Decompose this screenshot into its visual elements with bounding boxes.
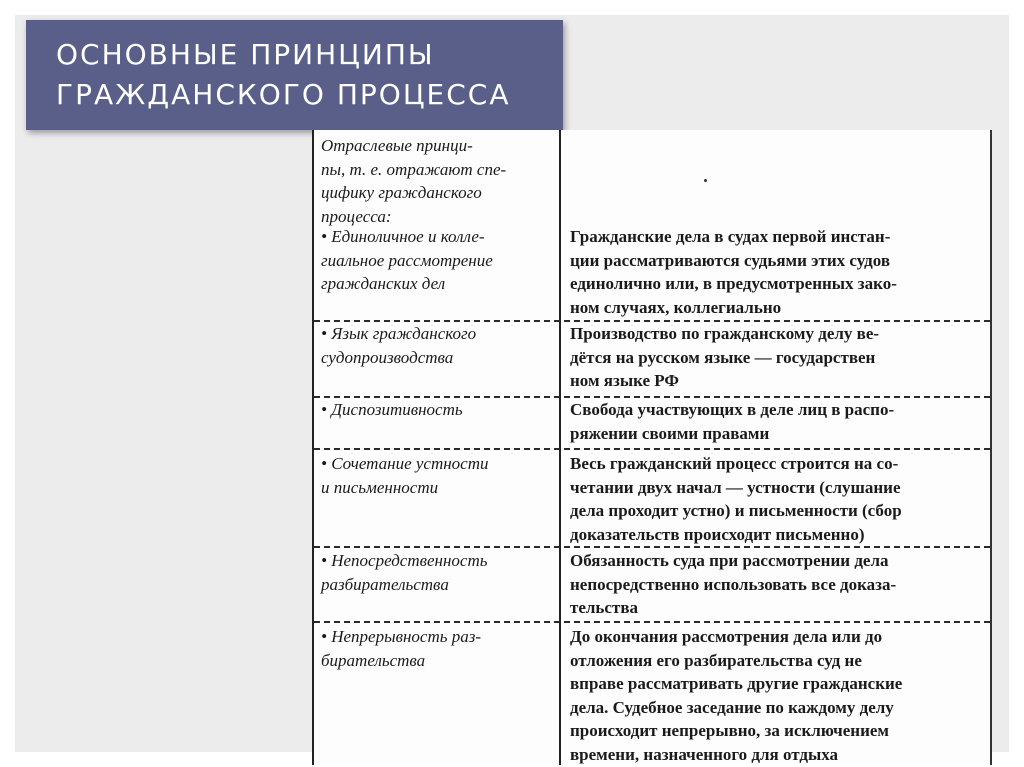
title-banner	[26, 20, 563, 130]
title-line-2: ГРАЖДАНСКОГО ПРОЦЕССА	[56, 78, 511, 111]
principle-line: • Сочетание устности	[321, 454, 489, 473]
description-line: тельства	[570, 598, 638, 617]
principle-cell	[321, 225, 555, 296]
intro-line: Отраслевые принци-	[321, 136, 473, 155]
principle-line: судопроизводства	[321, 347, 454, 367]
description-line: дела. Судебное заседание по каждому делу	[570, 697, 894, 717]
principles-table	[312, 130, 992, 765]
description-cell	[570, 452, 985, 546]
principle-cell	[321, 625, 555, 672]
principle-cell	[321, 549, 555, 596]
intro-text	[321, 134, 555, 228]
row-divider	[314, 621, 990, 623]
principle-line: разбирательства	[321, 574, 449, 594]
description-line: Гражданские дела в судах первой инстан-	[570, 227, 891, 246]
description-line: происходит непрерывно, за исключением	[570, 721, 890, 740]
description-line: доказательств происходит письменно)	[570, 524, 865, 544]
description-line: ном языке РФ	[570, 371, 679, 390]
description-line: ции рассматриваются судьями этих судов	[570, 250, 891, 270]
description-cell	[570, 398, 985, 445]
description-line: вправе рассматривать другие гражданские	[570, 674, 903, 693]
description-line: дела проходит устно) и письменности (сбор	[570, 501, 902, 520]
title-line-1: ОСНОВНЫЕ ПРИНЦИПЫ	[56, 38, 435, 71]
description-cell	[570, 225, 985, 319]
description-cell	[570, 549, 985, 620]
row-divider	[314, 546, 990, 548]
principle-line: • Диспозитивность	[321, 400, 463, 419]
principle-line: • Язык гражданского	[321, 324, 477, 343]
description-line: Весь гражданский процесс строится на со-	[570, 454, 899, 473]
principle-cell	[321, 398, 555, 422]
principle-line: гиальное рассмотрение	[321, 250, 493, 270]
description-line: единолично или, в предусмотренных зако-	[570, 274, 897, 293]
description-line: До окончания рассмотрения дела или до	[570, 627, 883, 646]
row-divider	[314, 448, 990, 450]
description-line: ряжении своими правами	[570, 423, 770, 443]
description-line: Производство по гражданскому делу ве-	[570, 324, 880, 343]
principle-line: бирательства	[321, 650, 426, 670]
description-line: дётся на русском языке — государствен	[570, 347, 876, 367]
scan-speck	[704, 179, 707, 182]
principle-line: • Единоличное и колле-	[321, 227, 485, 246]
principle-line: и письменности	[321, 477, 439, 497]
principle-cell	[321, 322, 555, 369]
description-line: четании двух начал — устности (слушание	[570, 477, 901, 497]
description-cell	[570, 625, 985, 766]
description-line: непосредственно использовать все доказа-	[570, 574, 897, 594]
description-cell	[570, 322, 985, 393]
description-line: отложения его разбирательства суд не	[570, 650, 862, 670]
principle-cell	[321, 452, 555, 499]
description-line: ном случаях, коллегиально	[570, 297, 782, 317]
description-line: Обязанность суда при рассмотрении дела	[570, 551, 889, 570]
principle-line: гражданских дел	[321, 274, 446, 293]
intro-line: процесса:	[321, 206, 392, 226]
description-line: Свобода участвующих в деле лиц в распо-	[570, 400, 895, 419]
principle-line: • Непрерывность раз-	[321, 627, 481, 646]
intro-line: цифику гражданского	[321, 183, 482, 202]
principle-line: • Непосредственность	[321, 551, 488, 570]
description-line: времени, назначенного для отдыха	[570, 744, 839, 764]
intro-line: пы, т. е. отражают спе-	[321, 159, 507, 179]
